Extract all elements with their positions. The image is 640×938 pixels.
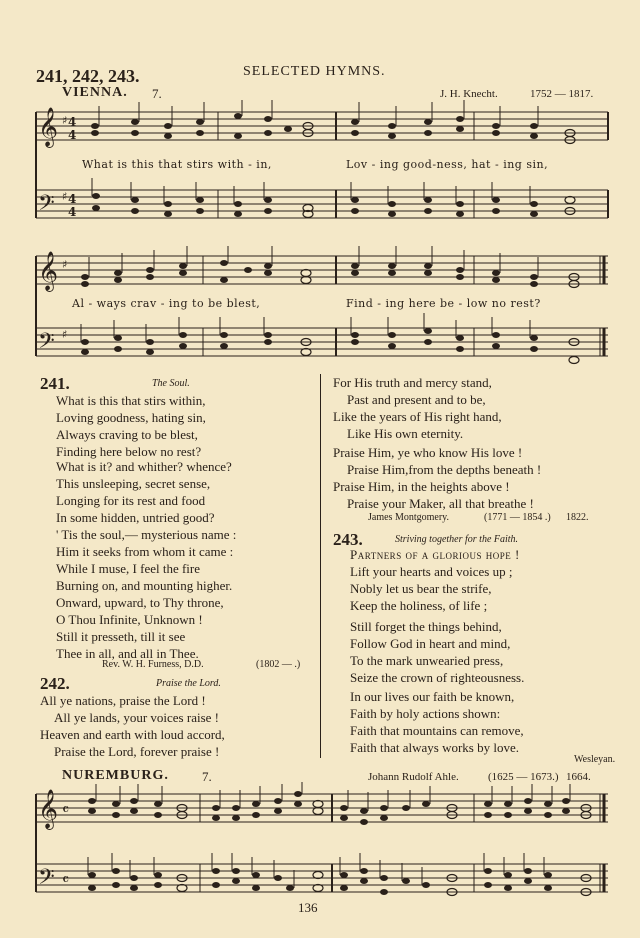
verse-line: Thee in all, and all in Thee. (56, 646, 199, 661)
hymn-242-author: James Montgomery. (368, 512, 450, 523)
verse-line: Onward, upward, to Thy throne, (56, 595, 224, 610)
hymn-243-number: 243. (333, 530, 363, 549)
verse-line: Seize the crown of righteousness. (350, 670, 525, 685)
svg-text:𝄢: 𝄢 (38, 865, 55, 895)
svg-text:𝄢: 𝄢 (38, 191, 55, 221)
verse-line: Still forget the things behind, (350, 619, 502, 634)
svg-text:𝄞: 𝄞 (38, 789, 59, 829)
svg-text:𝄞: 𝄞 (38, 251, 59, 291)
svg-text:4: 4 (68, 115, 77, 129)
verse-line: Longing for its rest and food (56, 493, 206, 508)
verse-line: Burning on, and mounting higher. (56, 578, 233, 593)
page-title: SELECTED HYMNS. (243, 64, 386, 79)
verse-line: Partners of a glorious hope ! (350, 547, 520, 562)
verse-line: Praise Him,from the depths beneath ! (347, 462, 542, 477)
svg-text:♯: ♯ (62, 258, 68, 271)
verse-line: Praise Him, ye who know His love ! (333, 445, 523, 460)
lyrics-vienna-1a: What is this that stirs with - in, (82, 158, 272, 171)
svg-text:4: 4 (68, 205, 77, 219)
hymn-243-stanza-2 (350, 618, 524, 686)
verse-line: For His truth and mercy stand, (333, 375, 492, 390)
page-number: 136 (298, 900, 318, 915)
hymn-241-number: 241. (40, 374, 70, 393)
hymn-241-author: Rev. W. H. Furness, D.D. (102, 659, 204, 670)
verse-line: Past and present and to be, (347, 392, 486, 407)
tune-name-nuremburg: NUREMBURG. (62, 768, 169, 783)
verse-line: Him it seeks from whom it came : (56, 544, 234, 559)
verse-line: Always craving to be blest, (56, 427, 198, 442)
verse-line: Faith by holy actions shown: (350, 706, 501, 721)
verse-line: Heaven and earth with loud accord, (40, 727, 225, 742)
verse-line: Like the years of His right hand, (333, 409, 502, 424)
composer-vienna: J. H. Knecht. (440, 88, 498, 100)
hymn-241-author-dates: (1802 — .) (256, 659, 301, 670)
verse-line: To the mark unwearied press, (350, 653, 504, 668)
svg-text:♯: ♯ (62, 114, 68, 127)
svg-text:𝄢: 𝄢 (38, 329, 55, 359)
verse-line: Faith that always works by love. (350, 740, 519, 755)
composer-dates-nuremburg: (1625 — 1673.) (488, 771, 559, 783)
verse-line: O Thou Infinite, Unknown ! (56, 612, 203, 627)
verse-line: Praise Him, in the heights above ! (333, 479, 510, 494)
lyrics-vienna-2a: Al - ways crav - ing to be blest, (72, 297, 261, 310)
verse-line: Still it presseth, till it see (56, 629, 186, 644)
tune-meter-vienna: 7. (152, 86, 162, 101)
verse-line: Lift your hearts and voices up ; (350, 564, 513, 579)
svg-text:♯: ♯ (62, 328, 68, 341)
verse-line: In some hidden, untried good? (56, 510, 215, 525)
hymn-243-stanza-1 (350, 546, 520, 614)
column-divider (320, 374, 321, 758)
composer-year-nuremburg: 1664. (566, 771, 591, 783)
verse-line: While I muse, I feel the fire (56, 561, 201, 576)
verse-line: This unsleeping, secret sense, (56, 476, 211, 491)
hymn-241-stanza-4 (56, 594, 224, 662)
hymn-243-author: Wesleyan. (574, 754, 616, 765)
verse-line: Like His own eternity. (347, 426, 464, 441)
hymn-242-number: 242. (40, 674, 70, 693)
verse-line: Finding here below no rest? (56, 444, 202, 459)
hymn-242-author-year: 1822. (566, 512, 589, 523)
composer-nuremburg: Johann Rudolf Ahle. (368, 771, 459, 783)
hymn-242-title: Praise the Lord. (156, 678, 221, 689)
verse-line: What is it? and whither? whence? (56, 459, 232, 474)
verse-line: Follow God in heart and mind, (350, 636, 511, 651)
header-hymn-numbers: 241, 242, 243. (36, 66, 140, 86)
verse-line: Faith that mountains can remove, (350, 723, 524, 738)
composer-dates-vienna: 1752 — 1817. (530, 88, 594, 100)
verse-line: All ye nations, praise the Lord ! (40, 693, 206, 708)
verse-line: Loving goodness, hating sin, (56, 410, 206, 425)
hymn-242-stanza-1 (40, 692, 225, 760)
verse-line: In our lives our faith be known, (350, 689, 515, 704)
hymn-241-stanza-3 (56, 526, 236, 594)
svg-text:4: 4 (68, 192, 77, 206)
hymn-241-stanza-1 (56, 392, 206, 460)
hymn-243-stanza-3 (350, 688, 524, 756)
hymn-243-title: Striving together for the Faith. (395, 534, 519, 545)
hymn-241-title: The Soul. (152, 378, 190, 389)
verse-line: What is this that stirs within, (56, 393, 206, 408)
verse-line: Praise the Lord, forever praise ! (54, 744, 220, 759)
svg-text:𝄴: 𝄴 (62, 800, 70, 819)
svg-text:𝄞: 𝄞 (38, 107, 59, 147)
verse-line: Nobly let us bear the strife, (350, 581, 492, 596)
hymn-242-author-dates: (1771 — 1854 .) (484, 512, 551, 523)
svg-text:4: 4 (68, 128, 77, 142)
music-system-vienna-1 (0, 100, 640, 250)
hymn-241-stanza-2 (56, 458, 232, 526)
svg-text:𝄴: 𝄴 (62, 870, 70, 889)
lyrics-vienna-2b: Find - ing here be - low no rest? (346, 297, 541, 310)
verse-line: ' Tis the soul,— mysterious name : (56, 527, 237, 542)
svg-text:♯: ♯ (62, 190, 68, 203)
tune-name-vienna: VIENNA. (62, 85, 128, 100)
verse-line: Praise your Maker, all that breathe ! (347, 496, 534, 511)
hymn-242-stanza-3 (333, 444, 541, 512)
hymn-242-stanza-2 (333, 374, 502, 442)
tune-meter-nuremburg: 7. (202, 769, 212, 784)
verse-line: All ye lands, your voices raise ! (54, 710, 219, 725)
lyrics-vienna-1b: Lov - ing good-ness, hat - ing sin, (346, 158, 549, 171)
music-system-nuremburg (0, 782, 640, 906)
verse-line: Keep the holiness, of life ; (350, 598, 488, 613)
